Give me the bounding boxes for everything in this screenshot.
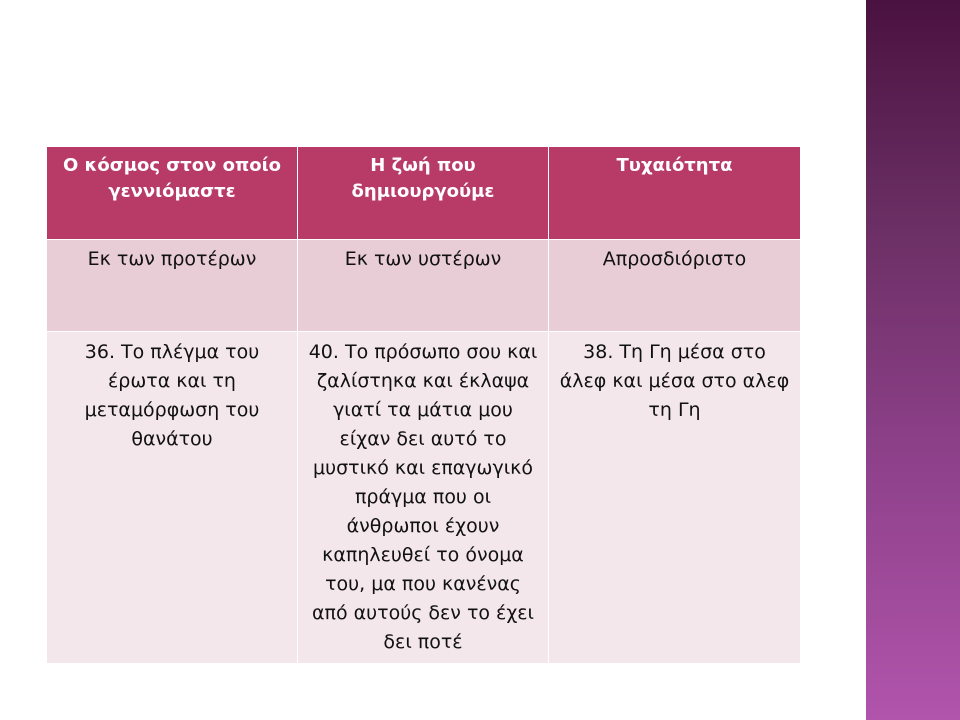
table-cell: Εκ των προτέρων [47, 240, 298, 332]
table-row [47, 240, 801, 332]
header-cell-life: Η ζωή που δημιουργούμε [298, 147, 549, 240]
table-cell: 38. Τη Γη μέσα στο άλεφ και μέσα στο αλεφ τη Γη [549, 332, 801, 664]
table-cell: Εκ των υστέρων [298, 240, 549, 332]
content-table [46, 146, 801, 664]
table-cell: Απροσδιόριστο [549, 240, 801, 332]
side-bar-edge [860, 0, 866, 720]
table-cell: 36. Το πλέγμα του έρωτα και τη μεταμόρφωση του θανάτου [47, 332, 298, 664]
header-cell-randomness: Τυχαιότητα [549, 147, 801, 240]
decorative-side-bar [860, 0, 960, 720]
table-row [47, 332, 801, 664]
header-cell-world: Ο κόσμος στον οποίο γεννιόμαστε [47, 147, 298, 240]
table-header-row [47, 147, 801, 240]
table-cell: 40. Το πρόσωπο σου και ζαλίστηκα και έκλαψα γιατί τα μάτια μου είχαν δει αυτό το μυστικό και επαγωγικό πράγμα που οι άνθρωποι έχουν καπηλευθεί το όνομα του, μα που κανένας από αυτούς δεν το έχει δει ποτέ [298, 332, 549, 664]
